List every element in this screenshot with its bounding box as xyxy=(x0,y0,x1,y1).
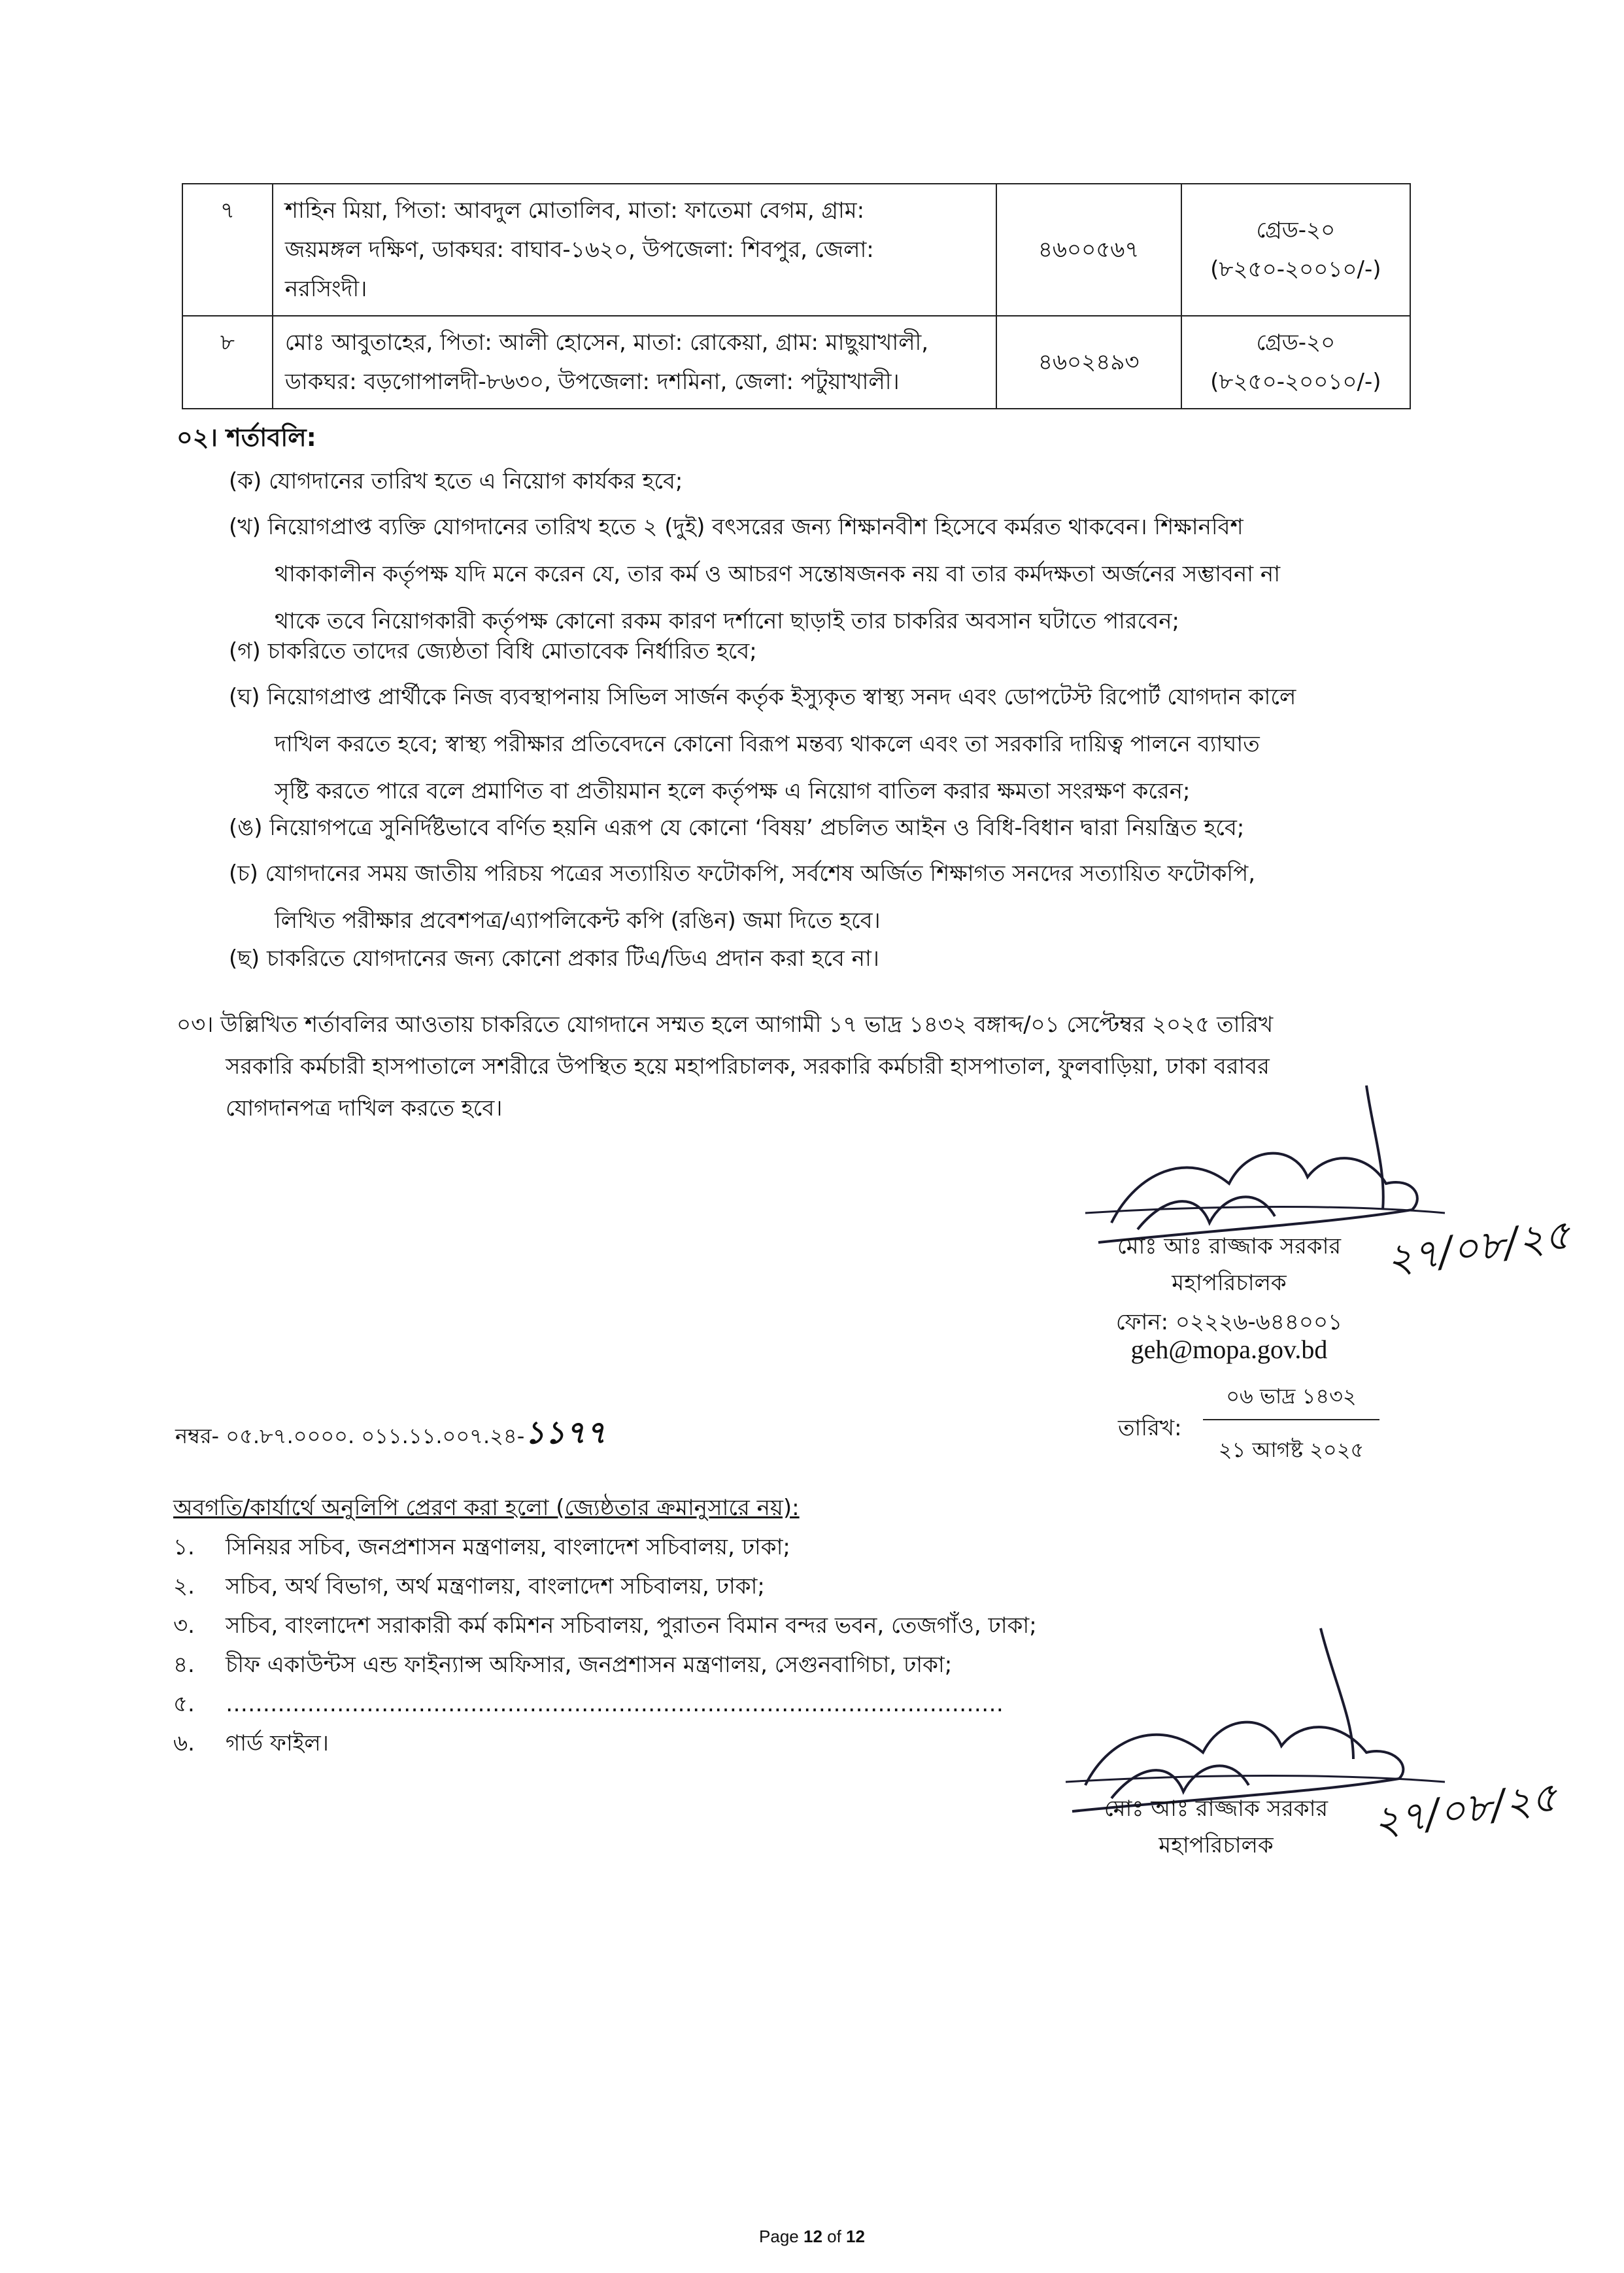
candidate-table xyxy=(182,183,1411,409)
condition-item xyxy=(229,504,1406,645)
paragraph-line: ০৩। উল্লিখিত শর্তাবলির আওতায় চাকরিতে যোগদানে সম্মত হলে আগামী ১৭ ভাদ্র ১৪৩২ বঙ্গাব্দ/০১ সেপ্টেম্বর ২০২৫ তারিখ xyxy=(177,1012,1274,1038)
copy-item xyxy=(173,1648,952,1685)
copy-item-text: সিনিয়র সচিব, জনপ্রশাসন মন্ত্রণালয়, বাংলাদেশ সচিবালয়, ঢাকা; xyxy=(226,1534,790,1560)
page-footer xyxy=(0,2227,1624,2247)
condition-line: (ক) যোগদানের তারিখ হতে এ নিয়োগ কার্যকর হবে; xyxy=(229,468,683,494)
copy-item-text: চীফ একাউন্টস এন্ড ফাইন্যান্স অফিসার, জনপ্রশাসন মন্ত্রণালয়, সেগুনবাগিচা, ঢাকা; xyxy=(226,1652,953,1678)
memo-number-handwritten: ১১৭৭ xyxy=(524,1414,606,1451)
paragraph-line: সরকারি কর্মচারী হাসপাতালে সশরীরে উপস্থিত হয়ে মহাপরিচালক, সরকারি কর্মচারী হাসপাতাল, ফুলবাড়িয়া, ঢাকা বরাবর xyxy=(226,1053,1270,1080)
condition-line: (ঘ) নিয়োগপ্রাপ্ত প্রার্থীকে নিজ ব্যবস্থাপনায় সিভিল সার্জন কর্তৃক ইস্যুকৃত স্বাস্থ্য সনদ এবং ডোপটেস্ট রিপোর্ট যোগদান কালে xyxy=(229,684,1296,710)
condition-line: (খ) নিয়োগপ্রাপ্ত ব্যক্তি যোগদানের তারিখ হতে ২ (দুই) বৎসরের জন্য শিক্ষানবীশ হিসেবে কর্মরত থাকবেন। শিক্ষানবিশ xyxy=(229,514,1243,540)
copy-item xyxy=(173,1726,329,1764)
table-row xyxy=(182,316,1410,409)
copy-item-text: সচিব, অর্থ বিভাগ, অর্থ মন্ত্রণালয়, বাংলাদেশ সচিবালয়, ঢাকা; xyxy=(226,1573,765,1599)
serial-cell: ৮ xyxy=(182,316,273,409)
page-current: 12 xyxy=(803,2227,822,2246)
condition-item xyxy=(229,628,1406,675)
signatory-phone: ফোন: ০২২২৬-৬৪৪০০১ xyxy=(1115,1309,1343,1335)
signatory-name: মোঃ আঃ রাজ্জাক সরকার xyxy=(1104,1796,1328,1822)
conditions-heading: ০২। শর্তাবলি: xyxy=(177,423,316,452)
copy-item xyxy=(173,1687,1004,1724)
condition-line: লিখিত পরীক্ষার প্রবেশপত্র/এ্যাপলিকেন্ট কপি (রঙিন) জমা দিতে হবে। xyxy=(275,908,881,934)
page-mid: of xyxy=(822,2227,847,2246)
candidate-details xyxy=(273,184,996,316)
pay-scale: (৮২৫০-২০০১০/-) xyxy=(1210,256,1381,282)
serial-cell: ৭ xyxy=(182,184,273,316)
condition-line: (চ) যোগদানের সময় জাতীয় পরিচয় পত্রের সত্যায়িত ফটোকপি, সর্বশেষ অর্জিত শিক্ষাগত সনদের সত্যায়িত ফটোকপি, xyxy=(229,861,1256,887)
condition-line: (গ) চাকরিতে তাদের জ্যেষ্ঠতা বিধি মোতাবেক নির্ধারিত হবে; xyxy=(229,638,757,664)
grade-cell xyxy=(1181,316,1410,409)
copy-item-number: ৩. xyxy=(173,1613,195,1639)
condition-line: দাখিল করতে হবে; স্বাস্থ্য পরীক্ষার প্রতিবেদনে কোনো বিরূপ মন্তব্য থাকলে এবং তা সরকারি দায়িত্ব পালনে ব্যাঘাত xyxy=(275,731,1260,757)
copy-item-number: ৪. xyxy=(173,1652,195,1678)
copy-item-number: ২. xyxy=(173,1573,195,1599)
signatory-name: মোঃ আঃ রাজ্জাক সরকার xyxy=(1117,1233,1342,1259)
copy-item-number: ১. xyxy=(173,1534,195,1560)
condition-line: (ঙ) নিয়োগপত্রে সুনির্দিষ্টভাবে বর্ণিত হয়নি এরূপ যে কোনো ‘বিষয়’ প্রচলিত আইন ও বিধি-বিধান দ্বারা নিয়ন্ত্রিত হবে; xyxy=(229,815,1245,841)
condition-item xyxy=(229,935,1406,982)
condition-line: (ছ) চাকরিতে যোগদানের জন্য কোনো প্রকার টিএ/ডিএ প্রদান করা হবে না। xyxy=(229,946,879,972)
handwritten-date: ২৭/০৮/২৫ xyxy=(1370,1772,1561,1846)
details-line: ডাকঘর: বড়গোপালদী-৮৬৩০, উপজেলা: দশমিনা, জেলা: পটুয়াখালী। xyxy=(284,369,900,395)
signatory-title: মহাপরিচালক xyxy=(1159,1832,1274,1858)
grade-label: গ্রেড-২০ xyxy=(1256,330,1336,356)
condition-item xyxy=(229,850,1406,944)
signatory-title: মহাপরিচালক xyxy=(1172,1270,1287,1296)
condition-item xyxy=(229,804,1406,851)
memo-number xyxy=(175,1409,606,1461)
handwritten-date: ২৭/০৮/২৫ xyxy=(1383,1210,1574,1284)
details-line: নরসিংদী। xyxy=(284,276,367,302)
condition-item xyxy=(229,458,1406,505)
pay-scale: (৮২৫০-২০০১০/-) xyxy=(1210,369,1381,395)
condition-item xyxy=(229,674,1406,815)
candidate-details xyxy=(273,316,996,409)
copy-item xyxy=(173,1530,790,1567)
grade-label: গ্রেড-২০ xyxy=(1256,217,1336,243)
copy-item-text: গার্ড ফাইল। xyxy=(226,1730,329,1756)
condition-line: সৃষ্টি করতে পারে বলে প্রমাণিত বা প্রতীয়মান হলে কর্তৃপক্ষ এ নিয়োগ বাতিল করার ক্ষমতা সংরক্ষণ করেন; xyxy=(275,778,1191,804)
roll-cell: ৪৬০২৪৯৩ xyxy=(996,316,1181,409)
paragraph-line: যোগদানপত্র দাখিল করতে হবে। xyxy=(226,1095,503,1121)
signatory-email: geh@mopa.gov.bd xyxy=(1130,1335,1328,1364)
date-bangla: ০৬ ভাদ্র ১৪৩২ xyxy=(1203,1380,1379,1420)
copy-item-number: ৬. xyxy=(173,1730,195,1756)
roll-cell: ৪৬০০৫৬৭ xyxy=(996,184,1181,316)
grade-cell xyxy=(1181,184,1410,316)
memo-number-prefix: নম্বর- ০৫.৮৭.০০০০. ০১১.১১.০০৭.২৪- xyxy=(175,1424,525,1448)
copy-item xyxy=(173,1609,1037,1646)
condition-line: থাকে তবে নিয়োগকারী কর্তৃপক্ষ কোনো রকম কারণ দর্শানো ছাড়াই তার চাকরির অবসান ঘটাতে পারবেন; xyxy=(275,608,1179,634)
copy-item-text: …………………………………………………………………………………………… xyxy=(226,1691,1004,1717)
date-label: তারিখ: xyxy=(1118,1415,1182,1441)
copy-item-number: ৫. xyxy=(173,1691,195,1717)
details-line: শাহিন মিয়া, পিতা: আবদুল মোতালিব, মাতা: ফাতেমা বেগম, গ্রাম: xyxy=(284,197,865,224)
page-total: 12 xyxy=(846,2227,865,2246)
page-prefix: Page xyxy=(759,2227,804,2246)
details-line: জয়মঙ্গল দক্ষিণ, ডাকঘর: বাঘাব-১৬২০, উপজেলা: শিবপুর, জেলা: xyxy=(284,237,874,263)
date-english: ২১ আগষ্ট ২০২৫ xyxy=(1218,1437,1364,1462)
condition-line: থাকাকালীন কর্তৃপক্ষ যদি মনে করেন যে, তার কর্ম ও আচরণ সন্তোষজনক নয় বা তার কর্মদক্ষতা অর্জনের সম্ভাবনা না xyxy=(275,561,1281,587)
copy-heading: অবগতি/কার্যার্থে অনুলিপি প্রেরণ করা হলো (জ্যেষ্ঠতার ক্রমানুসারে নয়): xyxy=(173,1495,800,1521)
copy-item xyxy=(173,1569,765,1607)
copy-item-text: সচিব, বাংলাদেশ সরাকারী কর্ম কমিশন সচিবালয়, পুরাতন বিমান বন্দর ভবন, তেজগাঁও, ঢাকা; xyxy=(226,1613,1037,1639)
details-line: মোঃ আবুতাহের, পিতা: আলী হোসেন, মাতা: রোকেয়া, গ্রাম: মাছুয়াখালী, xyxy=(284,330,929,356)
table-row xyxy=(182,184,1410,316)
